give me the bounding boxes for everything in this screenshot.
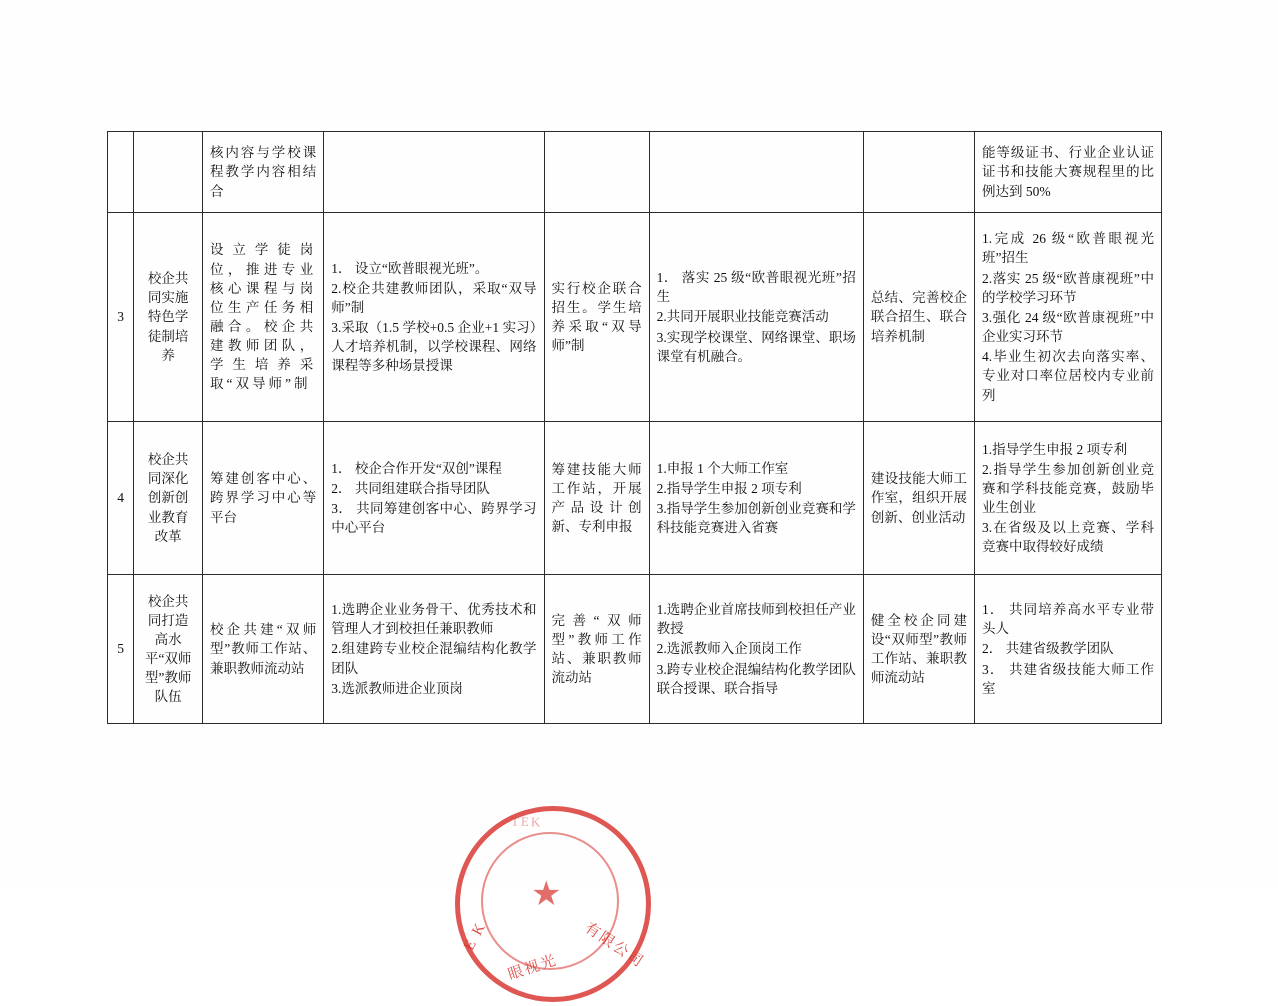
- cell-line: 1.完成 26 级“欧普眼视光班”招生: [982, 231, 1154, 266]
- row-col-f-cell: 建设技能大师工作室，组织开展创新、创业活动: [863, 422, 974, 575]
- cooperation-task-table: [107, 131, 1162, 724]
- cell-line: 2.指导学生申报 2 项专利: [656, 480, 802, 496]
- cell-line: 3.选派教师进企业顶岗: [331, 680, 463, 696]
- cell-line: 1.申报 1 个大师工作室: [656, 460, 789, 476]
- cell-line: 3.跨专业校企混编结构化教学团队联合授课、联合指导: [656, 661, 856, 696]
- row-col-e-cell: [649, 213, 863, 422]
- table-row: [108, 575, 1162, 724]
- row-col-c-cell: [324, 132, 544, 213]
- row-theme-cell: 校企共同深化创新创业教育改革: [134, 422, 203, 575]
- cell-line: 1． 共同培养高水平专业带头人: [982, 602, 1154, 637]
- row-col-b-cell: 筹建创客中心、跨界学习中心等平台: [202, 422, 323, 575]
- seal-mid-text: 眼视光: [506, 952, 560, 984]
- row-col-b-cell: 设立学徒岗位，推进专业核心课程与岗位生产任务相融合。校企共建教师团队，学生培养采取“双导师”制: [202, 213, 323, 422]
- cell-line: 2． 共建省级教学团队: [982, 641, 1114, 657]
- cell-line: 3.在省级及以上竞赛、学科竞赛中取得较好成绩: [982, 520, 1154, 555]
- cell-line: 2.落实 25 级“欧普康视班”中的学校学习环节: [982, 270, 1154, 305]
- table-row: [108, 422, 1162, 575]
- row-col-f-cell: 总结、完善校企联合招生、联合培养机制: [863, 213, 974, 422]
- cell-line: 1.选聘企业业务骨干、优秀技术和管理人才到校担任兼职教师: [331, 602, 537, 637]
- seal-text-group: [455, 806, 647, 992]
- cell-line: 1． 设立“欧普眼视光班”。: [331, 260, 489, 276]
- row-col-e-cell: [649, 132, 863, 213]
- row-col-c-cell: [324, 575, 544, 724]
- row-col-b-cell: 校企共建“双师型”教师工作站、兼职教师流动站: [202, 575, 323, 724]
- row-col-e-cell: [649, 422, 863, 575]
- row-col-g-cell: [975, 422, 1162, 575]
- row-index-cell: [108, 132, 134, 213]
- cell-line: 1.指导学生申报 2 项专利: [982, 441, 1128, 457]
- row-index-cell: 3: [108, 213, 134, 422]
- cell-line: 2.共同开展职业技能竞赛活动: [656, 309, 829, 325]
- company-seal-stamp: [455, 806, 655, 1006]
- row-col-g-cell: [975, 575, 1162, 724]
- row-col-e-cell: [649, 575, 863, 724]
- cell-line: 3.强化 24 级“欧普康视班”中企业实习环节: [982, 309, 1154, 345]
- seal-star-icon: ★: [531, 876, 562, 913]
- row-col-g-cell: 能等级证书、行业企业认证证书和技能大赛规程里的比例达到 50%: [975, 132, 1162, 213]
- cell-line: 2.校企共建教师团队，采取“双导师”制: [331, 280, 537, 315]
- table-row: [108, 132, 1162, 213]
- cell-line: 1.选聘企业首席技师到校担任产业教授: [656, 602, 856, 637]
- seal-top-text: TEK: [510, 813, 543, 830]
- row-col-c-cell: [324, 213, 544, 422]
- seal-inner-ring: [481, 832, 619, 970]
- seal-right-text: 有限公司: [581, 920, 647, 972]
- row-col-f-cell: [863, 132, 974, 213]
- cell-line: 3.实现学校课堂、网络课堂、职场课堂有机融合。: [656, 329, 856, 364]
- row-col-d-cell: 完善“双师型”教师工作站、兼职教师流动站: [544, 575, 649, 724]
- row-theme-cell: 校企共同打造高水平“双师型”教师队伍: [134, 575, 203, 724]
- row-col-d-cell: [544, 132, 649, 213]
- row-col-d-cell: 实行校企联合招生。学生培养采取“双导师”制: [544, 213, 649, 422]
- row-col-c-cell: [324, 422, 544, 575]
- cell-line: 3.指导学生参加创新创业竞赛和学科技能竞赛进入省赛: [656, 501, 856, 536]
- cell-line: 2.选派教师入企顶岗工作: [656, 641, 802, 657]
- row-col-f-cell: 健全校企同建设“双师型”教师工作站、兼职教师流动站: [863, 575, 974, 724]
- cell-line: 2.组建跨专业校企混编结构化教学团队: [331, 641, 537, 676]
- cell-line: 4.毕业生初次去向落实率、专业对口率位居校内专业前列: [982, 349, 1154, 403]
- table-row: [108, 213, 1162, 422]
- cell-line: 3.采取（1.5 学校+0.5 企业+1 实习）人才培养机制，以学校课程、网络课程等多种场景授课: [331, 320, 537, 374]
- cell-line: 3． 共建省级技能大师工作室: [982, 661, 1154, 696]
- row-col-b-cell: 核内容与学校课程教学内容相结合: [202, 132, 323, 213]
- seal-left-text: E K: [461, 919, 490, 954]
- row-index-cell: 5: [108, 575, 134, 724]
- cell-line: 3． 共同筹建创客中心、跨界学习中心平台: [331, 501, 537, 536]
- seal-outer-ring: [455, 806, 651, 1002]
- cell-line: 2． 共同组建联合指导团队: [331, 480, 490, 496]
- row-col-g-cell: [975, 213, 1162, 422]
- row-theme-cell: 校企共同实施特色学徒制培养: [134, 213, 203, 422]
- cell-line: 1． 落实 25 级“欧普眼视光班”招生: [656, 270, 856, 305]
- row-index-cell: 4: [108, 422, 134, 575]
- row-col-d-cell: 筹建技能大师工作站，开展产品设计创新、专利申报: [544, 422, 649, 575]
- row-theme-cell: [134, 132, 203, 213]
- cell-line: 2.指导学生参加创新创业竞赛和学科技能竞赛，鼓励毕业生创业: [982, 461, 1154, 515]
- cell-line: 1． 校企合作开发“双创”课程: [331, 460, 502, 476]
